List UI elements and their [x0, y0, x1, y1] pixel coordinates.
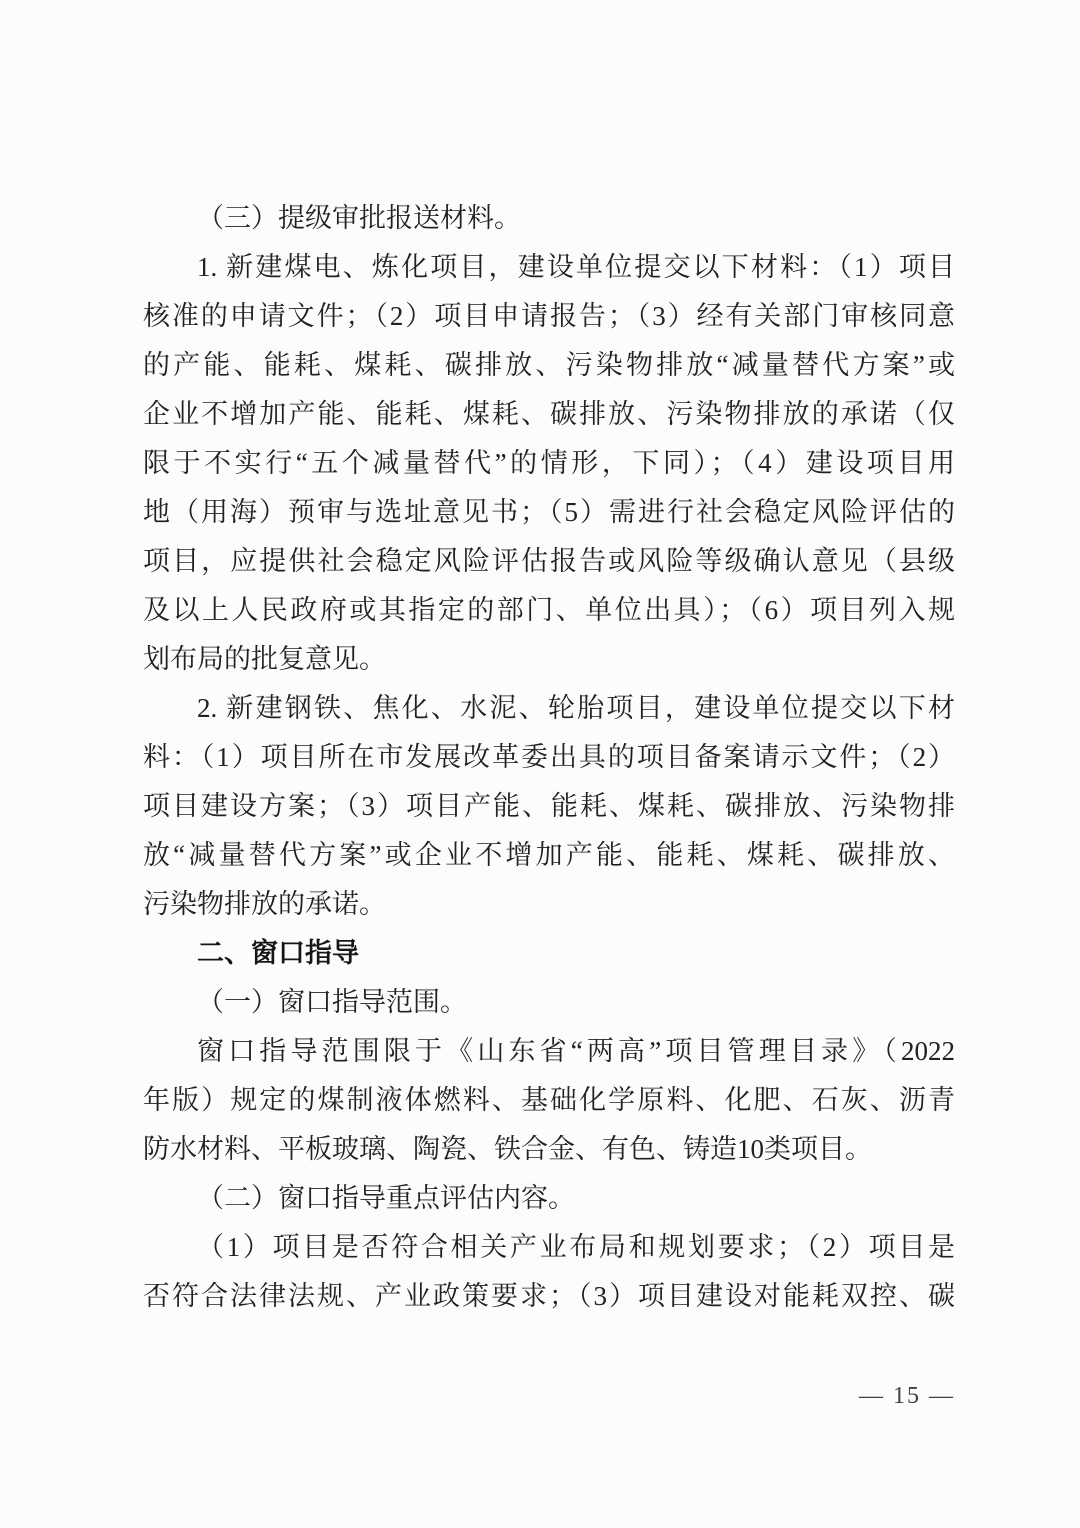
document-line: 放“减量替代方案”或企业不增加产能、能耗、煤耗、碳排放、: [143, 840, 955, 870]
document-line: 防水材料、平板玻璃、陶瓷、铁合金、有色、铸造10类项目。: [143, 1134, 872, 1164]
document-line: 地（用海）预审与选址意见书；（5）需进行社会稳定风险评估的: [143, 497, 955, 527]
document-line: 否符合法律法规、产业政策要求；（3）项目建设对能耗双控、碳: [143, 1281, 955, 1311]
document-line: 窗口指导范围限于《山东省“两高”项目管理目录》（2022: [197, 1036, 955, 1066]
subsection-heading-3: （三）提级审批报送材料。: [197, 203, 521, 233]
document-line: 及以上人民政府或其指定的部门、单位出具）；（6）项目列入规: [143, 595, 955, 625]
page-number: — 15 —: [859, 1383, 955, 1409]
subsection-heading-1: （一）窗口指导范围。: [197, 987, 467, 1017]
document-line: 料：（1）项目所在市发展改革委出具的项目备案请示文件；（2）: [143, 742, 955, 772]
document-body: [143, 194, 955, 1321]
document-line: 企业不增加产能、能耗、煤耗、碳排放、污染物排放的承诺（仅: [143, 399, 955, 429]
document-line: 限于不实行“五个减量替代”的情形，下同）；（4）建设项目用: [143, 448, 955, 478]
document-line: 的产能、能耗、煤耗、碳排放、污染物排放“减量替代方案”或: [143, 350, 955, 380]
document-line: 项目，应提供社会稳定风险评估报告或风险等级确认意见（县级: [143, 546, 955, 576]
document-line: （1）项目是否符合相关产业布局和规划要求；（2）项目是: [197, 1232, 955, 1262]
section-heading-window-guidance: 二、窗口指导: [197, 938, 359, 968]
document-line: 划布局的批复意见。: [143, 644, 386, 674]
document-line: 项目建设方案；（3）项目产能、能耗、煤耗、碳排放、污染物排: [143, 791, 955, 821]
document-line: 污染物排放的承诺。: [143, 889, 386, 919]
subsection-heading-2: （二）窗口指导重点评估内容。: [197, 1183, 575, 1213]
document-line: 年版）规定的煤制液体燃料、基础化学原料、化肥、石灰、沥青: [143, 1085, 955, 1115]
document-line: 核准的申请文件；（2）项目申请报告；（3）经有关部门审核同意: [143, 301, 955, 331]
document-line: 2. 新建钢铁、焦化、水泥、轮胎项目，建设单位提交以下材: [197, 693, 955, 723]
document-line: 1. 新建煤电、炼化项目，建设单位提交以下材料：（1）项目: [197, 252, 955, 282]
